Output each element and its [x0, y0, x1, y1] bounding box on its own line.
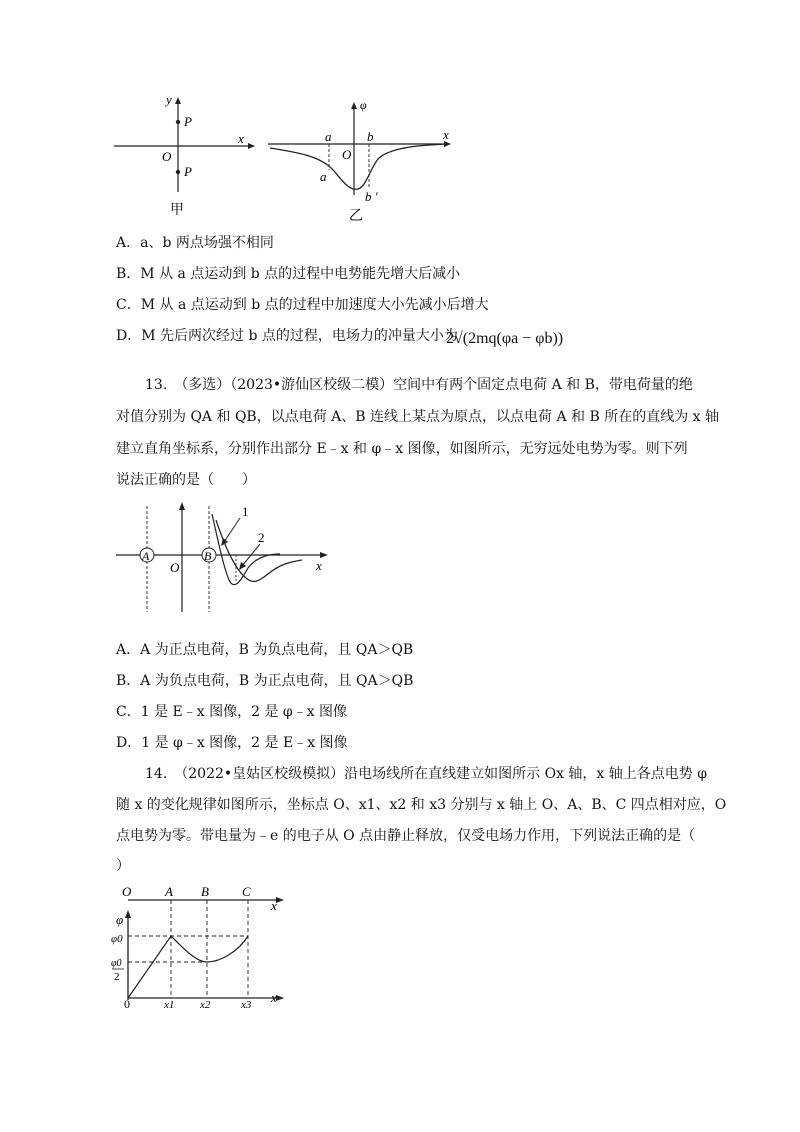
top-c-label: C	[242, 884, 251, 899]
q13-stem-line1: 13. （多选）（2023•游仙区校级二模）空间中有两个固定点电荷 A 和 B，带电荷量的绝	[145, 377, 693, 393]
q12-option-a: A．a、b 两点场强不相同	[116, 235, 274, 251]
q13-option-a: A．A 为正点电荷，B 为负点电荷，且 QA＞QB	[116, 642, 414, 658]
figure-q14	[108, 880, 298, 1010]
phi-axis-label: φ	[116, 912, 124, 927]
top-o-label: O	[122, 884, 132, 899]
q14-stem-line1: 14. （2022•皇姑区校级模拟）沿电场线所在直线建立如图所示 Ox 轴，x 轴上各点电势 φ	[145, 766, 708, 782]
point-b-label: b	[367, 129, 374, 144]
phi0-label: φ0	[111, 933, 123, 945]
q12-option-b: B．M 从 a 点运动到 b 点的过程中电势能先增大后减小	[116, 266, 461, 282]
curve-2-label: 2	[258, 530, 265, 545]
p-bottom-label: P	[184, 164, 192, 179]
point-a-label: a	[325, 129, 332, 144]
q13-option-c: C．1 是 E﹣x 图像，2 是 φ﹣x 图像	[116, 704, 348, 720]
q12-option-c: C．M 从 a 点运动到 b 点的过程中加速度大小先减小后增大	[116, 297, 489, 313]
q13-stem-line2: 对值分别为 QA 和 QB，以点电荷 A、B 连线上某点为原点，以点电荷 A 和 B 所在的直线为 x 轴	[116, 409, 719, 425]
p-top-label: P	[184, 114, 192, 129]
q14-stem-line3: 点电势为零。带电量为﹣e 的电子从 O 点由静止释放，仅受电场力作用，下列说法正确的是（	[116, 828, 696, 844]
x-axis-label: x	[238, 131, 244, 146]
x3-tick-label: x3	[241, 999, 252, 1010]
origin-label: O	[170, 560, 180, 575]
q13-option-b: B．A 为负点电荷，B 为正点电荷，且 QA＞QB	[116, 673, 414, 689]
charge-a-label: A	[142, 549, 150, 563]
origin-label: O	[162, 149, 172, 164]
x-axis-label: x	[443, 127, 449, 142]
top-b-label: B	[201, 884, 209, 899]
q12-option-d-formula: 2√(2mq(φa − φb))	[446, 330, 564, 347]
x-bottom-axis-label: x	[271, 990, 277, 1005]
q13-option-d: D．1 是 φ﹣x 图像，2 是 E﹣x 图像	[116, 735, 348, 751]
half-phi0-denominator: 2	[114, 971, 120, 983]
point-a-prime-label: a	[320, 169, 327, 184]
q13-stem-line3: 建立直角坐标系，分别作出部分 E﹣x 和 φ﹣x 图像，如图所示，无穷远处电势为零。则下列	[116, 441, 688, 457]
point-b-prime-label: b ′	[365, 189, 378, 204]
curve-1-label: 1	[242, 504, 249, 519]
x-top-axis-label: x	[271, 898, 277, 913]
figure-jia	[110, 92, 260, 222]
q14-stem-line2: 随 x 的变化规律如图所示，坐标点 O、x1、x2 和 x3 分别与 x 轴上 O、A、B、C 四点相对应，O	[116, 797, 727, 813]
origin-label: O	[342, 147, 352, 162]
top-a-label: A	[165, 884, 173, 899]
figure-caption-yi: 乙	[349, 209, 363, 224]
x-axis-label: x	[316, 558, 322, 573]
x1-tick-label: x1	[164, 999, 175, 1010]
phi-axis-label: φ	[360, 98, 367, 112]
x2-tick-label: x2	[200, 999, 211, 1010]
y-axis-label: y	[166, 92, 172, 107]
q14-stem-line4: ）	[116, 858, 130, 874]
charge-b-label: B	[204, 549, 212, 563]
figure-caption-jia: 甲	[170, 203, 184, 218]
q12-option-d: D．M 先后两次经过 b 点的过程，电场力的冲量大小为	[116, 328, 458, 344]
half-phi0-numerator: φ0	[111, 958, 122, 969]
figure-yi	[262, 95, 462, 225]
figure-q13	[108, 500, 338, 618]
zero-label: 0	[124, 997, 130, 1010]
q13-stem-line4: 说法正确的是（ ）	[116, 472, 256, 488]
